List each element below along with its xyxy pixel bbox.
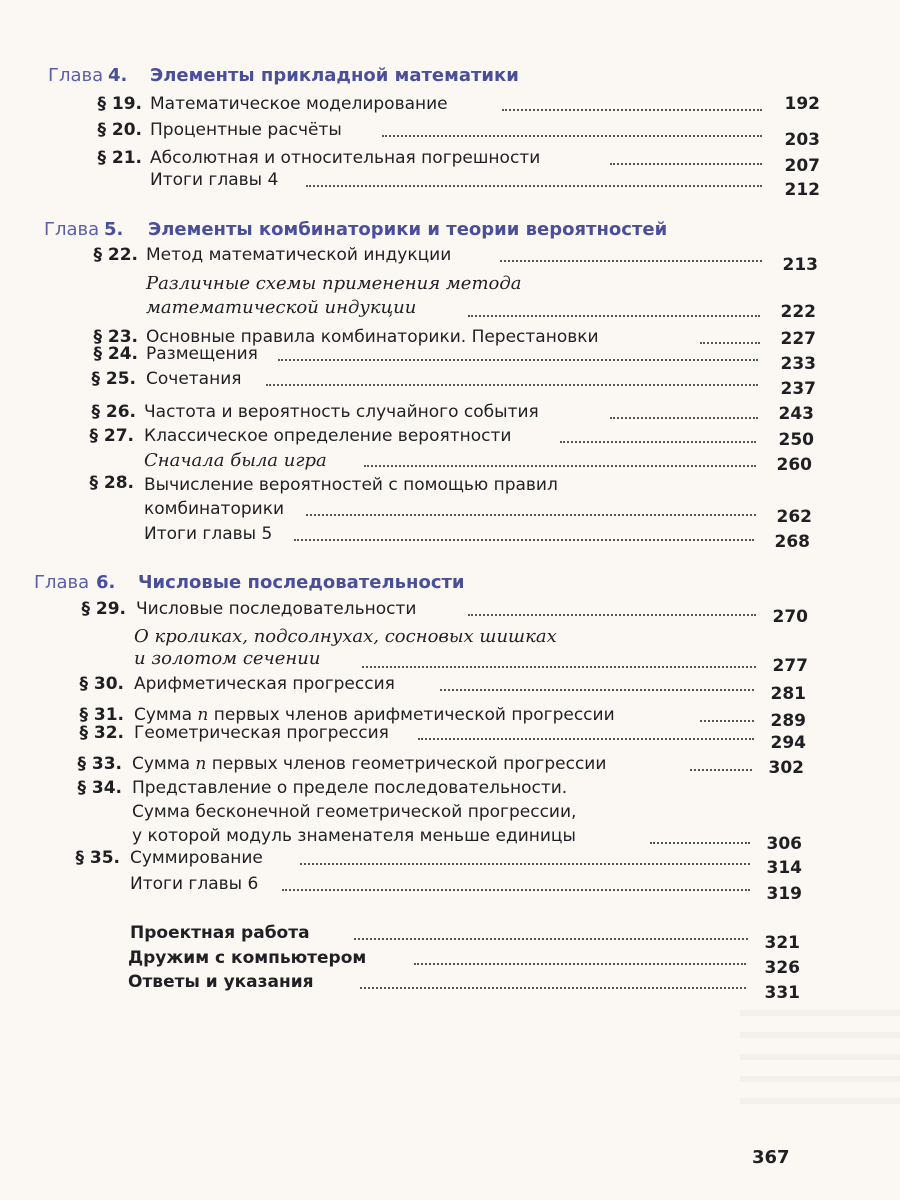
section-number: § 25. (91, 369, 136, 389)
dot-leader (500, 260, 762, 262)
entry-title-line: Сумма бесконечной геометрической прогрессии, (132, 802, 577, 822)
dot-leader (650, 842, 750, 844)
chapter-number: 5. (104, 219, 124, 240)
chapter-title: Элементы прикладной математики (150, 65, 519, 86)
entry-title-rest: первых членов геометрической прогрессии (206, 754, 607, 774)
page-number: 260 (776, 455, 812, 475)
entry-title-prefix: Сумма (132, 754, 196, 774)
chapter-heading (0, 216, 900, 244)
dot-leader (266, 384, 758, 386)
variable-n: n (195, 754, 207, 774)
page-number: 268 (774, 532, 810, 552)
toc-entry[interactable] (0, 473, 900, 527)
toc-entry[interactable] (0, 342, 900, 374)
toc-entry[interactable] (0, 92, 900, 117)
page-number: 294 (770, 733, 806, 753)
page-number: 237 (780, 379, 816, 399)
entry-title-line: Различные схемы применения метода (146, 273, 522, 294)
page-number: 302 (768, 758, 804, 778)
entry-title: Классическое определение вероятности (144, 426, 512, 446)
page-number: 314 (766, 858, 802, 878)
chapter-label: Глава (48, 65, 104, 86)
folio-page-number: 367 (752, 1147, 790, 1168)
page-number: 212 (784, 180, 820, 200)
toc-entry[interactable] (0, 367, 900, 399)
section-number: § 24. (93, 344, 138, 364)
toc-entry[interactable] (0, 424, 900, 449)
entry-title-line: Представление о пределе последовательности. (132, 778, 568, 798)
chapter-title: Числовые последовательности (138, 572, 465, 593)
dot-leader (362, 666, 756, 668)
entry-title: Геометрическая прогрессия (134, 723, 389, 743)
toc-entry[interactable] (0, 448, 900, 473)
toc-entry[interactable] (0, 970, 900, 1003)
entry-title: Итоги главы 4 (150, 170, 279, 190)
page-number: 213 (782, 255, 818, 275)
section-number: § 20. (97, 120, 142, 140)
bleed-through-shadow (740, 1010, 900, 1120)
section-number: § 34. (77, 778, 122, 798)
chapter-label: Глава (44, 219, 100, 240)
dot-leader (414, 963, 746, 965)
toc-entry[interactable] (0, 721, 900, 753)
page-number: 319 (766, 884, 802, 904)
chapter-title: Элементы комбинаторики и теории вероятностей (148, 219, 668, 240)
toc-entry[interactable] (0, 400, 900, 425)
toc-entry[interactable] (0, 522, 900, 552)
page-number: 227 (780, 329, 816, 349)
toc-entry[interactable] (0, 846, 900, 878)
variable-n: n (197, 705, 209, 725)
entry-title: Ответы и указания (128, 972, 314, 992)
dot-leader (610, 417, 758, 419)
chapter-label: Глава (34, 572, 90, 593)
entry-title-prefix: Сумма (134, 705, 198, 725)
entry-title-line: Вычисление вероятностей с помощью правил (144, 475, 558, 495)
page-number: 321 (764, 933, 800, 953)
toc-entry[interactable] (0, 624, 900, 674)
entry-title: Абсолютная и относительная погрешности (150, 148, 541, 168)
entry-title: и золотом сечении (134, 648, 321, 669)
section-number: § 28. (89, 473, 134, 493)
dot-leader (440, 689, 754, 691)
entry-title: Итоги главы 5 (144, 524, 273, 544)
entry-title: математической индукции (146, 297, 417, 318)
section-number: § 22. (93, 245, 138, 265)
entry-title: Процентные расчёты (150, 120, 342, 140)
entry-title: Сначала была игра (144, 450, 327, 471)
toc-entry[interactable] (0, 872, 900, 904)
toc-entry[interactable] (0, 597, 900, 627)
page-number: 281 (770, 684, 806, 704)
section-number: § 27. (89, 426, 134, 446)
dot-leader (690, 769, 752, 771)
dot-leader (306, 185, 762, 187)
page-number: 233 (780, 354, 816, 374)
dot-leader (418, 738, 754, 740)
section-number: § 19. (97, 94, 142, 114)
page-number: 270 (772, 607, 808, 627)
entry-title: комбинаторики (144, 499, 285, 519)
page-number: 222 (780, 302, 816, 322)
entry-title: Частота и вероятность случайного события (144, 402, 539, 422)
dot-leader (278, 359, 758, 361)
toc-entry[interactable] (0, 672, 900, 704)
dot-leader (560, 441, 756, 443)
page-number: 331 (764, 983, 800, 1003)
toc-entry[interactable] (0, 118, 900, 150)
entry-title: Размещения (146, 344, 258, 364)
section-number: § 31. (79, 705, 124, 725)
toc-entry[interactable] (0, 776, 900, 852)
entry-title: Числовые последовательности (136, 599, 417, 619)
section-number: § 21. (97, 148, 142, 168)
toc-entry[interactable] (0, 946, 900, 978)
page-number: 203 (784, 130, 820, 150)
toc-entry[interactable] (0, 271, 900, 321)
page-number: 289 (770, 711, 806, 731)
section-number: § 29. (81, 599, 126, 619)
dot-leader (360, 987, 746, 989)
entry-title: Итоги главы 6 (130, 874, 259, 894)
toc-entry[interactable] (0, 921, 900, 953)
section-number: § 30. (79, 674, 124, 694)
entry-title: Арифметическая прогрессия (134, 674, 395, 694)
entry-title: Суммирование (130, 848, 263, 868)
dot-leader (610, 163, 762, 165)
section-number: § 33. (77, 754, 122, 774)
page-number: 243 (778, 404, 814, 424)
section-number: § 23. (93, 327, 138, 347)
page-number: 262 (776, 507, 812, 527)
entry-title: Дружим с компьютером (128, 948, 367, 968)
page-number: 207 (784, 156, 820, 176)
page-number: 326 (764, 958, 800, 978)
entry-title: Математическое моделирование (150, 94, 448, 114)
toc-entry[interactable] (0, 243, 900, 275)
page-number: 192 (784, 94, 820, 114)
section-number: § 32. (79, 723, 124, 743)
entry-title: Метод математической индукции (146, 245, 452, 265)
toc-entry[interactable] (0, 752, 900, 777)
page-number: 306 (766, 834, 802, 854)
dot-leader (382, 135, 762, 137)
dot-leader (306, 514, 756, 516)
page-number: 277 (772, 656, 808, 676)
entry-title: Проектная работа (130, 923, 310, 943)
dot-leader (294, 539, 754, 541)
page-number: 250 (778, 430, 814, 450)
dot-leader (300, 863, 750, 865)
entry-title-line: О кроликах, подсолнухах, сосновых шишках (134, 626, 557, 647)
chapter-heading (0, 569, 900, 597)
entry-title: у которой модуль знаменателя меньше единицы (132, 826, 576, 846)
dot-leader (468, 315, 760, 317)
dot-leader (468, 614, 756, 616)
entry-title-rest: первых членов арифметической прогрессии (208, 705, 615, 725)
chapter-number: 4. (108, 65, 128, 86)
dot-leader (354, 938, 748, 940)
chapter-heading (0, 62, 900, 90)
entry-title: Основные правила комбинаторики. Перестановки (146, 327, 599, 347)
section-number: § 26. (91, 402, 136, 422)
dot-leader (364, 465, 756, 467)
section-number: § 35. (75, 848, 120, 868)
entry-title (132, 752, 606, 777)
dot-leader (282, 889, 750, 891)
entry-title: Сочетания (146, 369, 242, 389)
toc-entry[interactable] (0, 168, 900, 200)
chapter-number: 6. (96, 572, 116, 593)
dot-leader (502, 109, 762, 111)
